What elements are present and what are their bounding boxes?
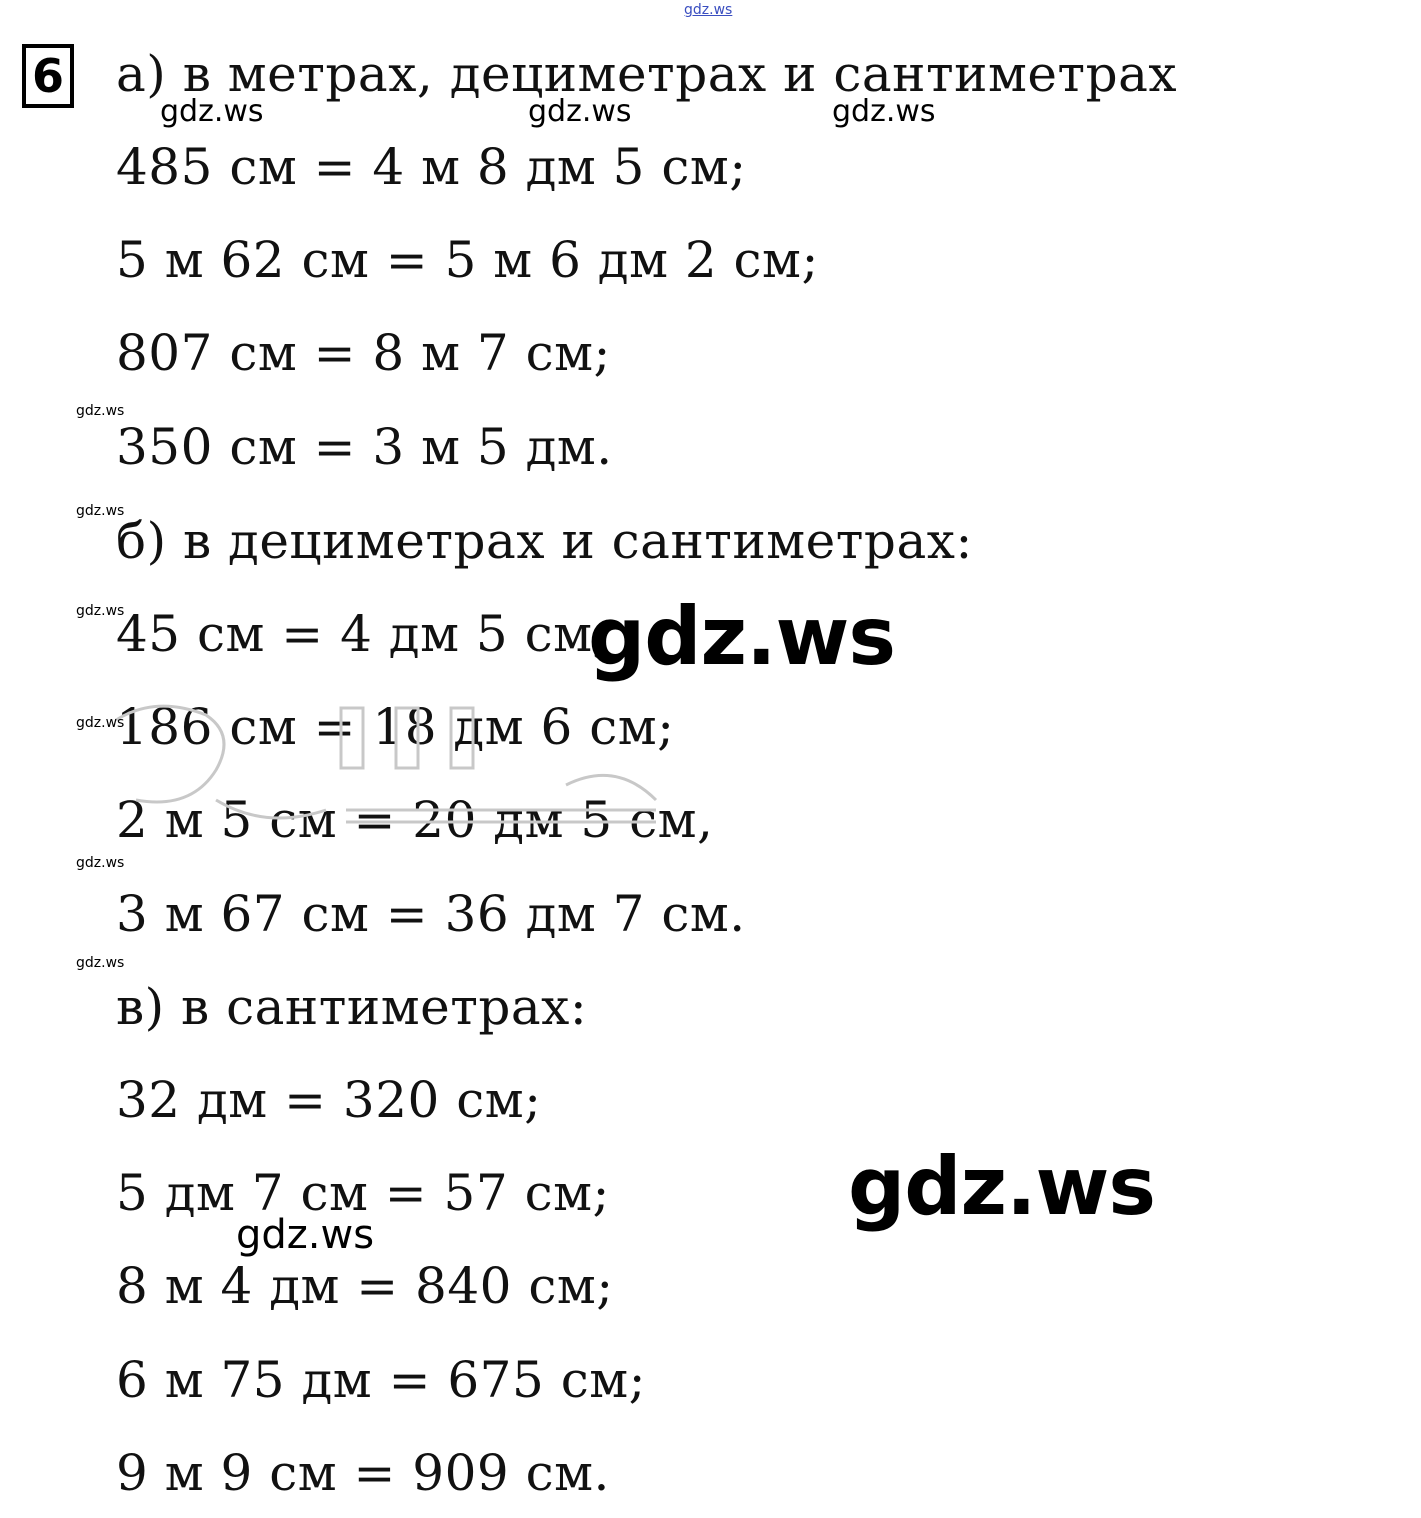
part-b-line-1: 45 см = 4 дм 5 см;	[116, 605, 610, 663]
part-b-line-4: 3 м 67 см = 36 дм 7 см.	[116, 885, 746, 943]
watermark-text: gdz.ws	[528, 94, 632, 129]
part-c-line-2: 5 дм 7 см = 57 см;	[116, 1164, 610, 1222]
watermark-text: gdz.ws	[160, 94, 264, 129]
part-a-line-1: 485 см = 4 м 8 дм 5 см;	[116, 138, 747, 196]
part-b-heading: б) в дециметрах и сантиметрах:	[116, 512, 973, 570]
watermark-text: gdz.ws	[76, 403, 125, 419]
watermark-top-link[interactable]: gdz.ws	[684, 2, 733, 18]
part-a-line-4: 350 см = 3 м 5 дм.	[116, 418, 613, 476]
part-a-line-3: 807 см = 8 м 7 см;	[116, 324, 611, 382]
watermark-text: gdz.ws	[76, 715, 125, 731]
watermark-text: gdz.ws	[76, 855, 125, 871]
part-a-line-2: 5 м 62 см = 5 м 6 дм 2 см;	[116, 231, 819, 289]
part-c-line-1: 32 дм = 320 см;	[116, 1071, 542, 1129]
watermark-text: gdz.ws	[832, 94, 936, 129]
watermark-text: gdz.ws	[236, 1212, 375, 1258]
task-number-box	[22, 44, 74, 108]
watermark-text: gdz.ws	[76, 503, 125, 519]
watermark-large: gdz.ws	[848, 1140, 1156, 1233]
watermark-text: gdz.ws	[76, 603, 125, 619]
part-c-line-3: 8 м 4 дм = 840 см;	[116, 1257, 614, 1315]
part-b-line-2: 186 см = 18 дм 6 см;	[116, 698, 675, 756]
watermark-text: gdz.ws	[76, 955, 125, 971]
part-c-line-4: 6 м 75 дм = 675 см;	[116, 1351, 646, 1409]
part-a-heading: а) в метрах, дециметрах и сантиметрах	[116, 45, 1178, 103]
part-c-heading: в) в сантиметрах:	[116, 978, 588, 1036]
task-number: 6	[31, 49, 64, 103]
part-c-line-5: 9 м 9 см = 909 см.	[116, 1444, 610, 1502]
watermark-large: gdz.ws	[588, 590, 896, 683]
part-b-line-3: 2 м 5 см = 20 дм 5 см,	[116, 791, 714, 849]
